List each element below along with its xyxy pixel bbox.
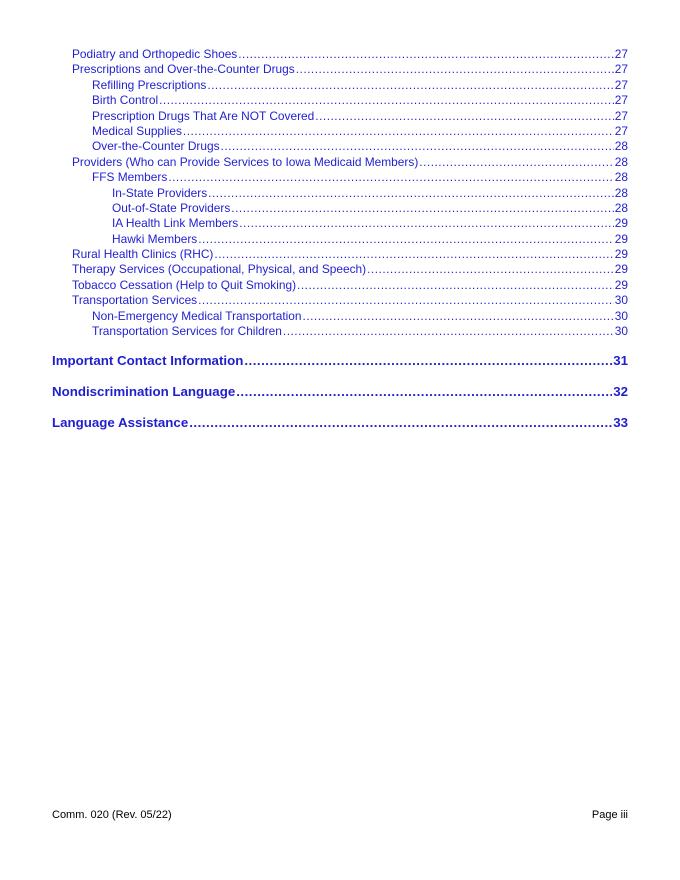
toc-entry-title: Tobacco Cessation (Help to Quit Smoking) bbox=[72, 277, 297, 292]
dot-leader bbox=[315, 109, 613, 124]
toc-major-entry[interactable] bbox=[52, 413, 628, 433]
toc-entry-page: 29 bbox=[614, 216, 628, 231]
toc-entry-page: 28 bbox=[614, 154, 628, 169]
toc-entry-title: Transportation Services for Children bbox=[92, 324, 282, 339]
toc-entry-title: Out-of-State Providers bbox=[112, 200, 231, 215]
toc-entry-title: Over-the-Counter Drugs bbox=[92, 139, 220, 154]
toc-entry[interactable] bbox=[52, 232, 628, 247]
toc-entry[interactable] bbox=[52, 170, 628, 185]
toc-entry-title: Transportation Services bbox=[72, 293, 198, 308]
dot-leader bbox=[168, 170, 613, 185]
toc-entry-page: 29 bbox=[614, 262, 628, 277]
toc-entry-page: 29 bbox=[614, 231, 628, 246]
toc-entry-title: Birth Control bbox=[92, 93, 159, 108]
toc-entry[interactable] bbox=[52, 278, 628, 293]
toc-entry-title: In-State Providers bbox=[112, 185, 208, 200]
dot-leader bbox=[221, 139, 614, 154]
toc-major-page: 33 bbox=[613, 415, 628, 431]
toc-entry-page: 28 bbox=[614, 185, 628, 200]
toc-entry[interactable] bbox=[52, 47, 628, 62]
toc-entry-page: 29 bbox=[614, 247, 628, 262]
table-of-contents bbox=[52, 47, 628, 433]
dot-leader bbox=[239, 216, 614, 231]
toc-entry[interactable] bbox=[52, 62, 628, 77]
toc-entry-title: Hawki Members bbox=[112, 231, 198, 246]
toc-entry-page: 27 bbox=[614, 62, 628, 77]
toc-entry[interactable] bbox=[52, 186, 628, 201]
dot-leader bbox=[283, 324, 614, 339]
toc-entry[interactable] bbox=[52, 293, 628, 308]
toc-entry-title: Medical Supplies bbox=[92, 123, 182, 138]
dot-leader bbox=[208, 186, 614, 201]
dot-leader bbox=[238, 47, 614, 62]
dot-leader bbox=[303, 309, 614, 324]
toc-entry-title: IA Health Link Members bbox=[112, 216, 239, 231]
toc-entry[interactable] bbox=[52, 124, 628, 139]
toc-entry-title: Refilling Prescriptions bbox=[92, 77, 207, 92]
dot-leader bbox=[159, 93, 614, 108]
dot-leader bbox=[183, 124, 614, 139]
toc-entry[interactable] bbox=[52, 324, 628, 339]
dot-leader bbox=[296, 62, 614, 77]
toc-entry-page: 27 bbox=[614, 47, 628, 61]
dot-leader bbox=[189, 413, 612, 433]
footer-document-id: Comm. 020 (Rev. 05/22) bbox=[52, 809, 172, 821]
toc-entry-page: 28 bbox=[614, 139, 628, 154]
toc-entry-title: Prescriptions and Over-the-Counter Drugs bbox=[72, 62, 295, 77]
dot-leader bbox=[297, 278, 614, 293]
toc-entry-page: 30 bbox=[614, 308, 628, 323]
dot-leader bbox=[198, 232, 614, 247]
toc-entry-page: 28 bbox=[614, 170, 628, 185]
toc-entry-page: 29 bbox=[614, 277, 628, 292]
toc-entry-title: Non-Emergency Medical Transportation bbox=[92, 308, 302, 323]
toc-entry-title: Podiatry and Orthopedic Shoes bbox=[72, 47, 238, 61]
toc-major-title: Nondiscrimination Language bbox=[52, 384, 236, 400]
toc-entry-page: 27 bbox=[614, 93, 628, 108]
toc-entry[interactable] bbox=[52, 262, 628, 277]
toc-entry[interactable] bbox=[52, 155, 628, 170]
toc-entry[interactable] bbox=[52, 201, 628, 216]
toc-entry-title: FFS Members bbox=[92, 170, 168, 185]
dot-leader bbox=[367, 262, 614, 277]
toc-major-entry[interactable] bbox=[52, 351, 628, 371]
toc-entry-page: 27 bbox=[614, 123, 628, 138]
dot-leader bbox=[231, 201, 613, 216]
page-footer bbox=[52, 809, 628, 821]
toc-entry-page: 30 bbox=[614, 293, 628, 308]
dot-leader bbox=[419, 155, 613, 170]
dot-leader bbox=[214, 247, 613, 262]
toc-major-page: 31 bbox=[613, 353, 628, 369]
dot-leader bbox=[236, 382, 612, 402]
toc-entry[interactable] bbox=[52, 309, 628, 324]
dot-leader bbox=[198, 293, 614, 308]
toc-entry-page: 27 bbox=[614, 77, 628, 92]
toc-entry-page: 30 bbox=[614, 324, 628, 339]
toc-entry[interactable] bbox=[52, 78, 628, 93]
dot-leader bbox=[207, 78, 613, 93]
footer-page-number: Page iii bbox=[591, 809, 628, 821]
toc-entry-page: 27 bbox=[614, 108, 628, 123]
toc-major-title: Important Contact Information bbox=[52, 353, 244, 369]
toc-major-page: 32 bbox=[613, 384, 628, 400]
toc-entry[interactable] bbox=[52, 93, 628, 108]
toc-entry[interactable] bbox=[52, 216, 628, 231]
toc-entry[interactable] bbox=[52, 109, 628, 124]
toc-entry-title: Rural Health Clinics (RHC) bbox=[72, 247, 214, 262]
toc-entry-title: Providers (Who can Provide Services to Iowa Medicaid Members) bbox=[72, 154, 419, 169]
toc-entry-title: Therapy Services (Occupational, Physical, and Speech) bbox=[72, 262, 367, 277]
toc-major-title: Language Assistance bbox=[52, 415, 189, 431]
toc-entry-title: Prescription Drugs That Are NOT Covered bbox=[92, 108, 315, 123]
toc-entry[interactable] bbox=[52, 247, 628, 262]
toc-major-entry[interactable] bbox=[52, 382, 628, 402]
toc-entry[interactable] bbox=[52, 139, 628, 154]
dot-leader bbox=[244, 351, 612, 371]
toc-entry-page: 28 bbox=[614, 200, 628, 215]
